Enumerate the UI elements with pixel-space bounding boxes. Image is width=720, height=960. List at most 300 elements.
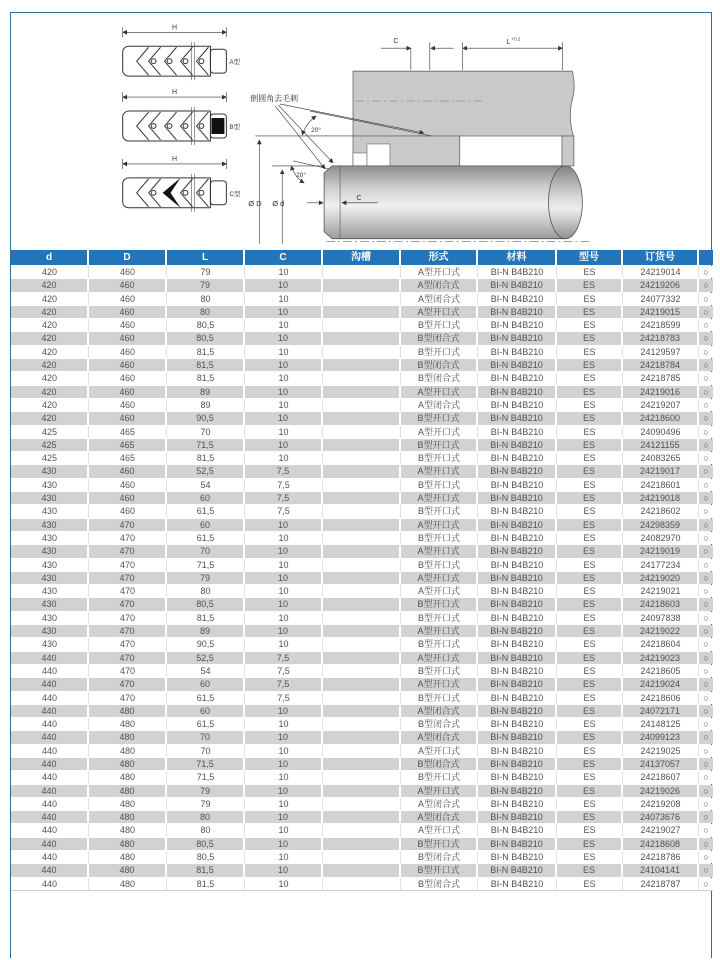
seal-c-solid-ring bbox=[163, 178, 181, 208]
cell-C: 10 bbox=[245, 346, 323, 358]
cell-material: BI-N B4B210 bbox=[478, 332, 557, 344]
cell-C: 10 bbox=[245, 824, 323, 836]
cell-material: BI-N B4B210 bbox=[478, 293, 557, 305]
cell-C: 7,5 bbox=[245, 652, 323, 664]
cell-groove bbox=[323, 705, 401, 717]
cell-form: B型闭合式 bbox=[401, 851, 478, 863]
table-row bbox=[11, 279, 713, 291]
cell-C: 10 bbox=[245, 519, 323, 531]
cell-material: BI-N B4B210 bbox=[478, 572, 557, 584]
cell-form: A型开口式 bbox=[401, 492, 478, 504]
cell-groove bbox=[323, 372, 401, 384]
cell-groove bbox=[323, 864, 401, 876]
cell-material: BI-N B4B210 bbox=[478, 399, 557, 411]
cell-order-no: 24218784 bbox=[623, 359, 699, 371]
table-row bbox=[11, 771, 713, 783]
cell-D: 480 bbox=[89, 851, 167, 863]
cell-availability: ○ bbox=[699, 346, 713, 358]
cell-material: BI-N B4B210 bbox=[478, 598, 557, 610]
cell-groove bbox=[323, 745, 401, 757]
cell-availability: ○ bbox=[699, 838, 713, 850]
cell-order-no: 24218600 bbox=[623, 412, 699, 424]
cell-D: 470 bbox=[89, 545, 167, 557]
table-row bbox=[11, 612, 713, 624]
cell-material: BI-N B4B210 bbox=[478, 864, 557, 876]
cell-D: 470 bbox=[89, 572, 167, 584]
cell-C: 10 bbox=[245, 439, 323, 451]
cell-D: 460 bbox=[89, 479, 167, 491]
cell-model: ES bbox=[557, 824, 623, 836]
cell-d: 440 bbox=[11, 758, 89, 770]
cell-D: 460 bbox=[89, 319, 167, 331]
cell-material: BI-N B4B210 bbox=[478, 439, 557, 451]
cell-d: 430 bbox=[11, 545, 89, 557]
cell-form: B型开口式 bbox=[401, 532, 478, 544]
cell-L: 61,5 bbox=[167, 505, 245, 517]
table-row bbox=[11, 785, 713, 797]
cell-C: 10 bbox=[245, 638, 323, 650]
cell-model: ES bbox=[557, 319, 623, 331]
cell-d: 420 bbox=[11, 399, 89, 411]
cell-availability: ○ bbox=[699, 785, 713, 797]
cell-order-no: 24219207 bbox=[623, 399, 699, 411]
cell-order-no: 24218787 bbox=[623, 878, 699, 891]
cell-model: ES bbox=[557, 346, 623, 358]
cell-form: A型开口式 bbox=[401, 785, 478, 797]
cell-availability: ○ bbox=[699, 705, 713, 717]
cell-D: 470 bbox=[89, 559, 167, 571]
cell-groove bbox=[323, 399, 401, 411]
cell-D: 470 bbox=[89, 692, 167, 704]
cell-groove bbox=[323, 665, 401, 677]
cell-form: A型开口式 bbox=[401, 652, 478, 664]
cell-availability: ○ bbox=[699, 452, 713, 464]
cell-groove bbox=[323, 559, 401, 571]
cell-availability: ○ bbox=[699, 492, 713, 504]
cell-material: BI-N B4B210 bbox=[478, 652, 557, 664]
cell-L: 80 bbox=[167, 811, 245, 823]
cell-d: 440 bbox=[11, 718, 89, 730]
column-header-order-no: 订货号 bbox=[623, 250, 699, 265]
cell-form: A型开口式 bbox=[401, 266, 478, 278]
cell-L: 80 bbox=[167, 306, 245, 318]
cell-groove bbox=[323, 465, 401, 477]
cell-groove bbox=[323, 798, 401, 810]
cell-material: BI-N B4B210 bbox=[478, 412, 557, 424]
cell-groove bbox=[323, 785, 401, 797]
dim-h-label-b: H bbox=[172, 89, 178, 97]
cell-form: B型开口式 bbox=[401, 864, 478, 876]
cell-groove bbox=[323, 572, 401, 584]
cell-form: B型闭合式 bbox=[401, 372, 478, 384]
cell-L: 80 bbox=[167, 824, 245, 836]
cell-L: 81,5 bbox=[167, 359, 245, 371]
cell-L: 70 bbox=[167, 426, 245, 438]
cell-availability: ○ bbox=[699, 851, 713, 863]
cell-model: ES bbox=[557, 519, 623, 531]
cell-model: ES bbox=[557, 386, 623, 398]
cell-groove bbox=[323, 824, 401, 836]
cell-L: 54 bbox=[167, 665, 245, 677]
cell-model: ES bbox=[557, 279, 623, 291]
dia-outer-label: Ø D bbox=[248, 198, 262, 208]
cell-order-no: 24219021 bbox=[623, 585, 699, 597]
cell-L: 81,5 bbox=[167, 864, 245, 876]
product-table bbox=[11, 249, 713, 892]
cell-C: 10 bbox=[245, 279, 323, 291]
cell-d: 430 bbox=[11, 479, 89, 491]
cell-model: ES bbox=[557, 811, 623, 823]
cell-form: B型开口式 bbox=[401, 612, 478, 624]
cell-material: BI-N B4B210 bbox=[478, 745, 557, 757]
cell-C: 10 bbox=[245, 705, 323, 717]
cell-form: A型闭合式 bbox=[401, 798, 478, 810]
cell-L: 81,5 bbox=[167, 346, 245, 358]
cell-D: 480 bbox=[89, 785, 167, 797]
cell-material: BI-N B4B210 bbox=[478, 838, 557, 850]
cell-order-no: 24218786 bbox=[623, 851, 699, 863]
cell-form: A型闭合式 bbox=[401, 811, 478, 823]
cell-C: 10 bbox=[245, 266, 323, 278]
cell-groove bbox=[323, 678, 401, 690]
cell-C: 10 bbox=[245, 838, 323, 850]
table-row bbox=[11, 319, 713, 331]
cell-order-no: 24219026 bbox=[623, 785, 699, 797]
cell-C: 10 bbox=[245, 811, 323, 823]
cell-d: 420 bbox=[11, 293, 89, 305]
cell-L: 79 bbox=[167, 785, 245, 797]
cell-model: ES bbox=[557, 692, 623, 704]
cell-C: 10 bbox=[245, 293, 323, 305]
cell-D: 480 bbox=[89, 864, 167, 876]
shaft-section bbox=[324, 166, 591, 242]
cell-model: ES bbox=[557, 585, 623, 597]
cell-groove bbox=[323, 652, 401, 664]
cell-form: A型开口式 bbox=[401, 465, 478, 477]
cell-model: ES bbox=[557, 452, 623, 464]
table-row bbox=[11, 559, 713, 571]
cell-model: ES bbox=[557, 492, 623, 504]
cell-form: B型开口式 bbox=[401, 412, 478, 424]
cell-form: B型开口式 bbox=[401, 771, 478, 783]
cell-form: A型开口式 bbox=[401, 585, 478, 597]
cell-C: 7,5 bbox=[245, 465, 323, 477]
cell-model: ES bbox=[557, 306, 623, 318]
cell-material: BI-N B4B210 bbox=[478, 386, 557, 398]
cell-d: 420 bbox=[11, 279, 89, 291]
cell-model: ES bbox=[557, 785, 623, 797]
cell-order-no: 24219022 bbox=[623, 625, 699, 637]
cell-order-no: 24219014 bbox=[623, 266, 699, 278]
cell-D: 470 bbox=[89, 519, 167, 531]
cell-groove bbox=[323, 585, 401, 597]
cell-order-no: 24137057 bbox=[623, 758, 699, 770]
dim-c-top-label: C bbox=[393, 38, 399, 46]
cell-order-no: 24148125 bbox=[623, 718, 699, 730]
cell-groove bbox=[323, 452, 401, 464]
cell-d: 440 bbox=[11, 838, 89, 850]
cell-material: BI-N B4B210 bbox=[478, 785, 557, 797]
cell-D: 460 bbox=[89, 332, 167, 344]
table-body bbox=[11, 266, 713, 891]
cell-D: 480 bbox=[89, 718, 167, 730]
cell-C: 10 bbox=[245, 559, 323, 571]
cell-form: A型开口式 bbox=[401, 386, 478, 398]
cell-d: 430 bbox=[11, 638, 89, 650]
cell-form: A型开口式 bbox=[401, 824, 478, 836]
cell-form: B型开口式 bbox=[401, 638, 478, 650]
table-row bbox=[11, 731, 713, 743]
cell-order-no: 24219016 bbox=[623, 386, 699, 398]
cell-d: 440 bbox=[11, 785, 89, 797]
cell-D: 480 bbox=[89, 878, 167, 891]
cell-form: B型开口式 bbox=[401, 479, 478, 491]
cell-L: 81,5 bbox=[167, 878, 245, 891]
cell-model: ES bbox=[557, 439, 623, 451]
cell-d: 440 bbox=[11, 665, 89, 677]
cell-L: 60 bbox=[167, 678, 245, 690]
cell-L: 89 bbox=[167, 399, 245, 411]
cell-order-no: 24218599 bbox=[623, 319, 699, 331]
cell-availability: ○ bbox=[699, 572, 713, 584]
table-row bbox=[11, 585, 713, 597]
cell-order-no: 24218602 bbox=[623, 505, 699, 517]
cell-form: B型开口式 bbox=[401, 559, 478, 571]
cell-order-no: 24219023 bbox=[623, 652, 699, 664]
cell-C: 10 bbox=[245, 625, 323, 637]
table-row bbox=[11, 838, 713, 850]
cell-groove bbox=[323, 878, 401, 891]
cell-groove bbox=[323, 306, 401, 318]
cell-L: 60 bbox=[167, 705, 245, 717]
cell-L: 60 bbox=[167, 519, 245, 531]
cell-d: 430 bbox=[11, 519, 89, 531]
cell-material: BI-N B4B210 bbox=[478, 692, 557, 704]
cell-availability: ○ bbox=[699, 652, 713, 664]
cell-material: BI-N B4B210 bbox=[478, 705, 557, 717]
cell-order-no: 24218603 bbox=[623, 598, 699, 610]
cell-model: ES bbox=[557, 372, 623, 384]
cell-d: 420 bbox=[11, 386, 89, 398]
cell-availability: ○ bbox=[699, 386, 713, 398]
cell-L: 79 bbox=[167, 798, 245, 810]
table-row bbox=[11, 598, 713, 610]
cell-model: ES bbox=[557, 598, 623, 610]
cell-d: 430 bbox=[11, 572, 89, 584]
cell-availability: ○ bbox=[699, 612, 713, 624]
cell-groove bbox=[323, 838, 401, 850]
cell-material: BI-N B4B210 bbox=[478, 878, 557, 891]
seal-b-type-label: B型 bbox=[229, 124, 241, 132]
cell-availability: ○ bbox=[699, 545, 713, 557]
cell-C: 10 bbox=[245, 718, 323, 730]
cell-L: 80 bbox=[167, 585, 245, 597]
table-row bbox=[11, 572, 713, 584]
cell-D: 470 bbox=[89, 665, 167, 677]
cell-availability: ○ bbox=[699, 625, 713, 637]
table-row bbox=[11, 864, 713, 876]
cell-order-no: 24104141 bbox=[623, 864, 699, 876]
cell-D: 480 bbox=[89, 838, 167, 850]
cell-C: 10 bbox=[245, 731, 323, 743]
cell-material: BI-N B4B210 bbox=[478, 718, 557, 730]
cell-availability: ○ bbox=[699, 878, 713, 891]
cell-model: ES bbox=[557, 718, 623, 730]
cell-order-no: 24219027 bbox=[623, 824, 699, 836]
cell-D: 460 bbox=[89, 412, 167, 424]
cell-L: 79 bbox=[167, 572, 245, 584]
cell-D: 460 bbox=[89, 306, 167, 318]
cell-C: 10 bbox=[245, 572, 323, 584]
table-row bbox=[11, 851, 713, 863]
cell-C: 10 bbox=[245, 399, 323, 411]
cell-model: ES bbox=[557, 572, 623, 584]
cell-material: BI-N B4B210 bbox=[478, 479, 557, 491]
cell-C: 10 bbox=[245, 745, 323, 757]
table-row bbox=[11, 811, 713, 823]
cell-D: 470 bbox=[89, 625, 167, 637]
table-row bbox=[11, 426, 713, 438]
page-border-frame bbox=[10, 12, 712, 958]
cell-d: 420 bbox=[11, 319, 89, 331]
cell-material: BI-N B4B210 bbox=[478, 559, 557, 571]
cell-C: 10 bbox=[245, 545, 323, 557]
cell-D: 460 bbox=[89, 505, 167, 517]
cell-groove bbox=[323, 439, 401, 451]
cell-availability: ○ bbox=[699, 718, 713, 730]
cell-availability: ○ bbox=[699, 279, 713, 291]
dim-c-shaft-label: C bbox=[356, 194, 362, 202]
shaft-end-dome bbox=[548, 166, 582, 239]
cell-model: ES bbox=[557, 771, 623, 783]
cell-D: 480 bbox=[89, 824, 167, 836]
cell-material: BI-N B4B210 bbox=[478, 505, 557, 517]
cell-d: 440 bbox=[11, 692, 89, 704]
cell-d: 440 bbox=[11, 864, 89, 876]
cell-D: 480 bbox=[89, 798, 167, 810]
cell-material: BI-N B4B210 bbox=[478, 359, 557, 371]
cell-L: 89 bbox=[167, 625, 245, 637]
cell-material: BI-N B4B210 bbox=[478, 798, 557, 810]
cell-C: 10 bbox=[245, 598, 323, 610]
cell-D: 480 bbox=[89, 731, 167, 743]
cell-form: A型闭合式 bbox=[401, 399, 478, 411]
cell-order-no: 24219020 bbox=[623, 572, 699, 584]
cell-L: 80,5 bbox=[167, 838, 245, 850]
cell-form: B型开口式 bbox=[401, 665, 478, 677]
cell-model: ES bbox=[557, 758, 623, 770]
table-row bbox=[11, 439, 713, 451]
cell-availability: ○ bbox=[699, 811, 713, 823]
cell-model: ES bbox=[557, 838, 623, 850]
cell-order-no: 24097838 bbox=[623, 612, 699, 624]
table-row bbox=[11, 798, 713, 810]
table-row bbox=[11, 678, 713, 690]
cell-C: 10 bbox=[245, 372, 323, 384]
cell-C: 10 bbox=[245, 386, 323, 398]
cell-model: ES bbox=[557, 745, 623, 757]
cell-d: 440 bbox=[11, 745, 89, 757]
column-header-form: 形式 bbox=[401, 250, 478, 265]
cell-groove bbox=[323, 332, 401, 344]
cell-d: 430 bbox=[11, 585, 89, 597]
cell-availability: ○ bbox=[699, 559, 713, 571]
cell-C: 10 bbox=[245, 452, 323, 464]
dia-inner-label: Ø d bbox=[272, 198, 285, 208]
cell-L: 81,5 bbox=[167, 372, 245, 384]
cell-d: 420 bbox=[11, 332, 89, 344]
table-row bbox=[11, 479, 713, 491]
table-row bbox=[11, 386, 713, 398]
cell-order-no: 24077332 bbox=[623, 293, 699, 305]
cell-D: 480 bbox=[89, 705, 167, 717]
cell-form: B型闭合式 bbox=[401, 718, 478, 730]
cell-model: ES bbox=[557, 465, 623, 477]
cell-D: 480 bbox=[89, 811, 167, 823]
cell-d: 440 bbox=[11, 811, 89, 823]
cell-groove bbox=[323, 412, 401, 424]
cell-order-no: 24219019 bbox=[623, 545, 699, 557]
cell-C: 10 bbox=[245, 758, 323, 770]
cell-d: 440 bbox=[11, 824, 89, 836]
table-row bbox=[11, 332, 713, 344]
cell-D: 460 bbox=[89, 346, 167, 358]
cell-material: BI-N B4B210 bbox=[478, 625, 557, 637]
seal-c-type-label: C型 bbox=[229, 190, 241, 198]
cell-groove bbox=[323, 811, 401, 823]
cell-D: 470 bbox=[89, 598, 167, 610]
table-row bbox=[11, 665, 713, 677]
cell-availability: ○ bbox=[699, 731, 713, 743]
cell-L: 71,5 bbox=[167, 439, 245, 451]
cell-form: B型开口式 bbox=[401, 598, 478, 610]
cell-model: ES bbox=[557, 705, 623, 717]
seal-profile-a bbox=[123, 24, 241, 80]
cell-d: 430 bbox=[11, 505, 89, 517]
cell-availability: ○ bbox=[699, 771, 713, 783]
cell-order-no: 24219017 bbox=[623, 465, 699, 477]
cell-model: ES bbox=[557, 798, 623, 810]
cell-groove bbox=[323, 612, 401, 624]
cell-order-no: 24072171 bbox=[623, 705, 699, 717]
cell-form: A型闭合式 bbox=[401, 293, 478, 305]
cell-L: 80 bbox=[167, 293, 245, 305]
cell-d: 430 bbox=[11, 612, 89, 624]
cell-L: 80,5 bbox=[167, 598, 245, 610]
cell-D: 460 bbox=[89, 266, 167, 278]
table-row bbox=[11, 652, 713, 664]
cell-L: 80,5 bbox=[167, 851, 245, 863]
cell-form: A型开口式 bbox=[401, 519, 478, 531]
cell-form: A型开口式 bbox=[401, 745, 478, 757]
cell-order-no: 24218785 bbox=[623, 372, 699, 384]
cell-C: 10 bbox=[245, 864, 323, 876]
cell-L: 70 bbox=[167, 731, 245, 743]
cell-form: A型闭合式 bbox=[401, 731, 478, 743]
cell-form: A型闭合式 bbox=[401, 279, 478, 291]
cell-model: ES bbox=[557, 479, 623, 491]
cell-material: BI-N B4B210 bbox=[478, 731, 557, 743]
column-header-groove: 沟槽 bbox=[323, 250, 401, 265]
cell-groove bbox=[323, 532, 401, 544]
cell-d: 430 bbox=[11, 625, 89, 637]
cell-availability: ○ bbox=[699, 864, 713, 876]
cell-order-no: 24218606 bbox=[623, 692, 699, 704]
cell-C: 7,5 bbox=[245, 692, 323, 704]
cell-L: 52,5 bbox=[167, 465, 245, 477]
cell-order-no: 24219018 bbox=[623, 492, 699, 504]
table-row bbox=[11, 399, 713, 411]
